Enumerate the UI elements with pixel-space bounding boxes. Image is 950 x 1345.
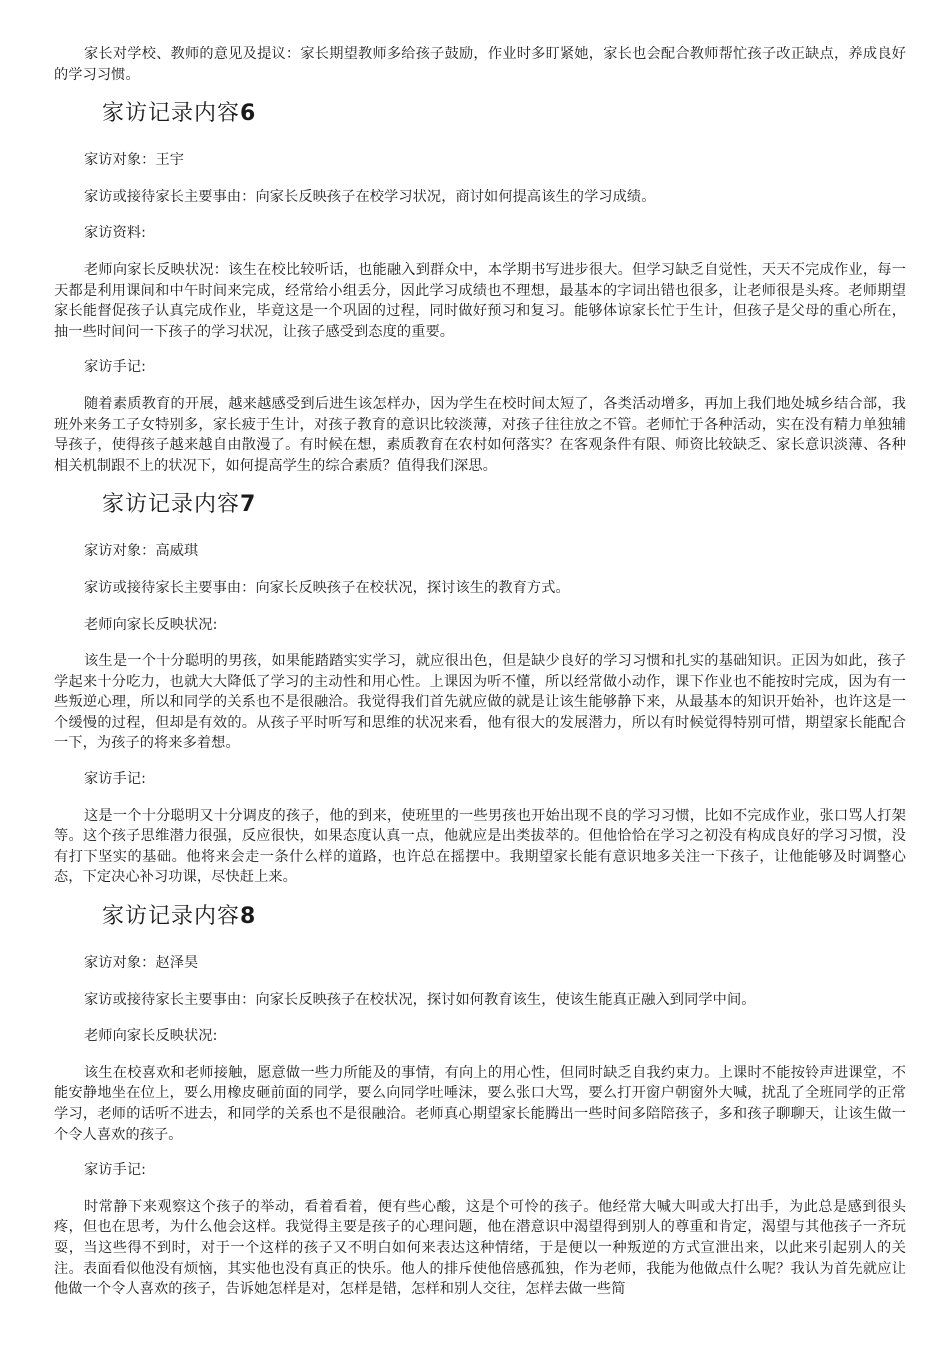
section-6-notes-label: 家访手记: xyxy=(84,359,147,376)
section-6-title-text: 家访记录内容 xyxy=(102,101,241,127)
parent-feedback-paragraph: 家长对学校、教师的意见及提议：家长期望教师多给孩子鼓励，作业时多盯紧她，家长也会配合教师帮忙孩子改正缺点，养成良好的学习习惯。 xyxy=(54,46,906,83)
section-6-reason: 家访或接待家长主要事由：向家长反映孩子在校学习状况，商讨如何提高该生的学习成绩。 xyxy=(84,188,656,205)
section-6-notes: 随着素质教育的开展，越来越感受到后进生该怎样办，因为学生在校时间太短了，各类活动增多，再加上我们地处城乡结合部，我班外来务工子女特别多，家长疲于生计，对孩子教育的意识比较淡薄，对孩子往往放之不管。老师忙于各种活动，实在没有精力单独辅导孩子，使得孩子越来越自由散漫了。有时候在想，素质教育在农村如何落实？在客观条件有限、师资比较缺乏、家长意识淡薄、各种相关机制跟不上的状况下，如何提高学生的综合素质？值得我们深思。 xyxy=(54,395,906,474)
section-8-notes: 时常静下来观察这个孩子的举动，看着看着，便有些心酸，这是个可怜的孩子。他经常大喊大叫或大打出手，为此总是感到很头疼，但也在思考，为什么他会这样。我觉得主要是孩子的心理问题，他在潜意识中渴望得到别人的尊重和肯定，渴望与其他孩子一齐玩耍，当这些得不到时，对于一个这样的孩子又不明白如何来表达这种情绪，于是便以一种叛逆的方式宣泄出来，以此来引起别人的关注。表面看似他没有烦恼，其实他也没有真正的快乐。他人的排斥使他倍感孤独，作为老师，我能为他做点什么呢？我认为首先就应让他做一个令人喜欢的孩子，告诉她怎样是对，怎样是错，怎样和别人交往，怎样去做一些简 xyxy=(54,1198,906,1298)
section-8-teacher-report: 该生在校喜欢和老师接触，愿意做一些力所能及的事情，有向上的用心性，但同时缺乏自我约束力。上课时不能按铃声进课堂，不能安静地坐在位上，要么用橡皮砸前面的同学，要么向同学吐唾沫，要么张口大骂，要么打开窗户朝窗外大喊，扰乱了全班同学的正常学习，老师的话听不进去，和同学的关系也不是很融洽。老师真心期望家长能腾出一些时间多陪陪孩子，多和孩子聊聊天，让该生做一个令人喜欢的孩子。 xyxy=(54,1064,906,1143)
section-7-notes-label: 家访手记: xyxy=(84,771,147,788)
section-7-teacher-report: 该生是一个十分聪明的男孩，如果能踏踏实实学习，就应很出色，但是缺少良好的学习习惯和扎实的基础知识。正因为如此，孩子学起来十分吃力，也就大大降低了学习的主动性和用心性。上课因为听不懂，所以经常做小动作，课下作业也不能按时完成，因为有一些叛逆心理，所以和同学的关系也不是很融洽。我觉得我们首先就应做的就是让该生能够静下来，从最基本的知识开始补，也许这是一个缓慢的过程，但却是有效的。从孩子平时听写和思维的状况来看，他有很大的发展潜力，所以有时候觉得特别可惜，期望家长能配合一下，为孩子的将来多着想。 xyxy=(54,653,906,752)
section-7-title-number: 7 xyxy=(240,492,257,518)
section-6-title-number: 6 xyxy=(240,101,257,127)
section-6-heading xyxy=(102,100,906,128)
section-7-target: 家访对象：高威琪 xyxy=(84,543,199,560)
section-7-reason: 家访或接待家长主要事由：向家长反映孩子在校状况，探讨该生的教育方式。 xyxy=(84,579,570,596)
section-7-notes: 这是一个十分聪明又十分调皮的孩子，他的到来，使班里的一些男孩也开始出现不良的学习习惯，比如不完成作业，张口骂人打架等。这个孩子思维潜力很强，反应很快，如果态度认真一点，他就应是出类拔萃的。但他恰恰在学习之初没有构成良好的学习习惯，没有打下坚实的基础。他将来会走一条什么样的道路，也许总在摇摆中。我期望家长能有意识地多关注一下孩子，让他能够及时调整心态，下定决心补习功课，尽快赶上来。 xyxy=(54,807,906,886)
document-page xyxy=(54,44,906,1315)
section-8-reason: 家访或接待家长主要事由：向家长反映孩子在校状况，探讨如何教育该生，使该生能真正融入到同学中间。 xyxy=(84,991,756,1008)
section-8-notes-label: 家访手记: xyxy=(84,1162,147,1179)
section-8-target: 家访对象：赵泽昊 xyxy=(84,955,199,972)
section-7-info-label: 老师向家长反映状况: xyxy=(84,616,218,633)
section-8-info-label: 老师向家长反映状况: xyxy=(84,1028,218,1045)
section-7-title-text: 家访记录内容 xyxy=(102,492,241,518)
section-6-info-label: 家访资料: xyxy=(84,225,147,242)
section-7-heading xyxy=(102,491,906,519)
section-8-title-text: 家访记录内容 xyxy=(102,904,241,930)
section-8-heading xyxy=(102,903,906,931)
section-6-target: 家访对象：王宇 xyxy=(84,152,185,169)
section-8-title-number: 8 xyxy=(240,904,257,930)
section-6-teacher-report: 老师向家长反映状况：该生在校比较听话，也能融入到群众中，本学期书写进步很大。但学习缺乏自觉性，天天不完成作业，每一天都是利用课间和中午时间来完成，经常给小组丢分，因此学习成绩也不理想，最基本的字词出错也很多，让老师很是头疼。老师期望家长能督促孩子认真完成作业，毕竟这是一个巩固的过程，同时做好预习和复习。能够体谅家长忙于生计，但孩子是父母的重心所在，抽一些时间问一下孩子的学习状况，让孩子感受到态度的重要。 xyxy=(54,261,906,340)
